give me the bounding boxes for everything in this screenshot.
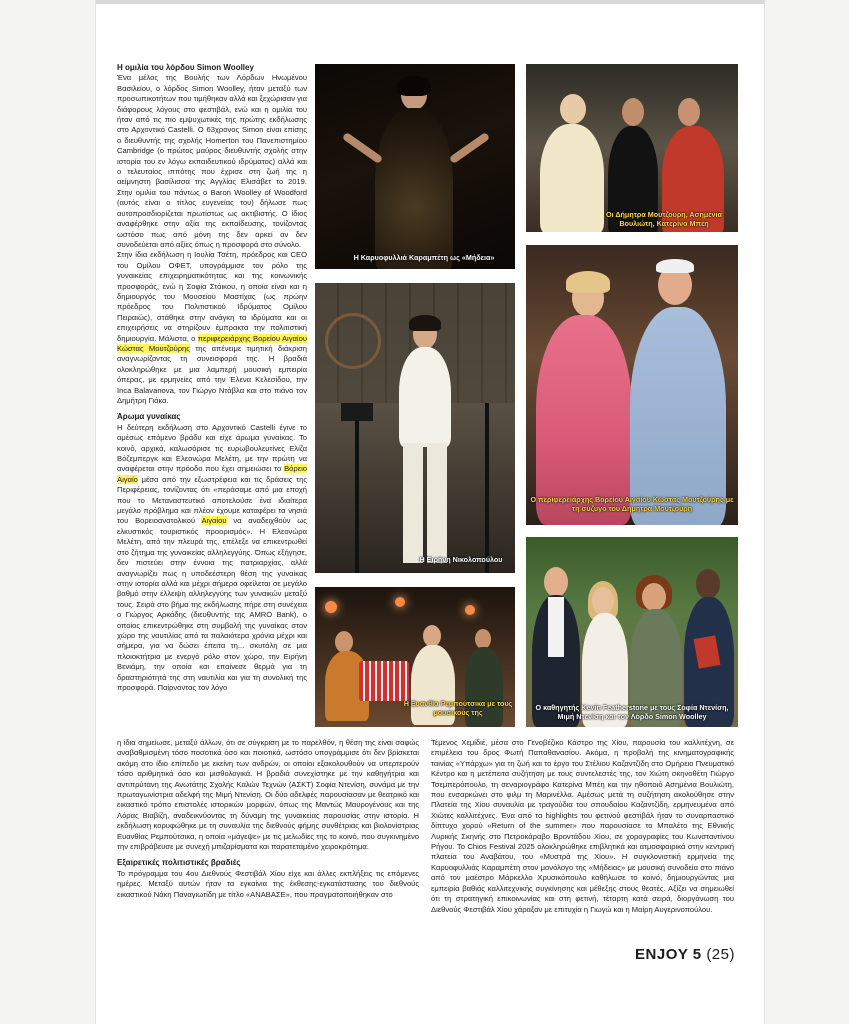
highlighted-text: Αιγαίου — [201, 516, 227, 526]
photo-caption: Η Καρυοφυλλιά Καραμπέτη ως «Μήδεια» — [353, 253, 495, 262]
photo-caption: Ο περιφερειάρχης Βορείου Αιγαίου Κώστας Μουτζούρης με τη σύζυγό του Δήμητρα Μουτζούρη — [530, 495, 734, 513]
highlighted-text: περιφερειάρχης Βορείου Αιγαίου Κώστας Μουτζούρης — [117, 333, 307, 353]
photo-caption: Οι Δήμητρα Μουτζούρη, Ασημένια Βουλιώτη, Κατερίνα Μπέη — [606, 210, 722, 228]
section-heading-woolley: Η ομιλία του λόρδου Simon Woolley — [117, 63, 254, 72]
left-column — [117, 63, 307, 693]
wide-left-column — [117, 738, 419, 900]
paragraph: Το πρόγραμμα του 4ου Διεθνούς Φεστιβάλ Χίου είχε και άλλες εκπλήξεις τις επόμενες ημέρες. Μεταξύ αυτών ήταν τα εγκαίνια της έκθεσης-εγκατάστασης του διεθνούς εικαστικού Νάκη Παναγιωτίδη με τίτλο «ΑΝΑΒΑΣΕ», που πραγματοποιήθηκαν στο — [117, 868, 419, 899]
section-heading-aroma: Άρωμα γυναίκας — [117, 412, 181, 422]
photo-white-suit — [315, 283, 515, 573]
top-rule — [96, 0, 764, 4]
photo-caption: Η Ευανθία Ρεμπούτσικα με τους μουσικούς της — [403, 699, 513, 717]
paragraph: Η δεύτερη εκδήλωση στο Αρχοντικό Castelli έγινε το αμέσως επόμενο βράδυ και είχε άρωμα γυναίκας. Το κοινό, αρχικά, καλωσόρισε τις ευρωβουλευτίνες Ελίζα Βόζεμπεργκ και Ελεονώρα Μελέτη, με την πρώτη να αναφέρεται στην πρόοδο που έχει σημειώσει το Βόρειο Αιγαίο μέσα από την εξωστρέφεια και τις δράσεις της Περιφέρειας, τονίζοντας ότι «περάσαμε από μια εποχή που το Μεταναστευτικό αποτελούσε ένα ιδιαίτερα μεγάλο πρόβλημα και πλέον έχουμε καταφέρει τα νησιά του Βορειοανατολικού Αιγαίου να αναδειχθούν ως ελκυστικός τουριστικός προορισμός». Η Ελεονώρα Μελέτη, από την πλευρά της, επέλεξε να επικεντρωθεί στο ζήτημα της γυναικείας αλληλεγγύης. Όπως εξήγησε, δεν πιστεύει στην έννοια της πατριαρχίας, αλλά αναγνωρίζει πως η υποδεέστερη θέση της γυναίκας στην ιστορία αλλά και μέχρι σήμερα οφείλεται σε μεγάλο βαθμό στην έλλειψη αλληλεγγύης των γυναικών μεταξύ τους. Σειρά στο βήμα της εκδήλωσης πήρε στη συνέχεια ο Γιώργος Αρκάδης (διευθυντής της AMRO Bank), ο οποίος επικεντρώθηκε στη συμβολή της γυναίκας στον χώρο της ναυτιλίας από τα παλαιότερα χρόνια μέχρι και σήμερα, για να δώσει έπειτα τη... σκυτάλη σε μια πλοιοκτήτρια με ενεργό ρόλο στον χώρο, την Ειρήνη Βενιάμη, την οποία και επαίνεσε θερμά για τη δραστηριότητά της στη ναυτιλία και για τη συνολική της προσφορά. Παίρνοντας τον λόγο — [117, 422, 307, 692]
photo-musicians — [315, 587, 515, 727]
photo-medea — [315, 64, 515, 269]
photo-couple — [526, 245, 738, 525]
right-column — [431, 738, 734, 915]
page-footer — [635, 946, 735, 963]
photo-group — [526, 537, 738, 727]
photo-caption: Η Ειρήνη Νικολοπούλου — [419, 555, 503, 564]
paragraph: η ίδια σημείωσε, μεταξύ άλλων, ότι σε σύγκριση με το παρελθόν, η θέση της είναι σαφώς αναβαθμισμένη τόσο ποσοτικά όσο και ποιοτικά, ωστόσο υπογράμμισε ότι δεν βρίσκεται ακόμη στο ίδιο επίπεδο με εκείνη των ανδρών, οι οποίοι εξακολουθούν να υπερτερούν τόσο αριθμητικά όσο και μισθολογικά. Η βραδιά συνεχίστηκε με την καθηγήτρια και αντιπρύτανη της Ανωτάτης Σχολής Καλών Τεχνών (ΑΣΚΤ) Σοφία Ντενίση, συνάμα με την πρωταγωνίστρια αδελφή της Μιμή Ντενίση. Οι δύο αδελφές παρουσίασαν με θεατρικό και εικαστικό τρόπο επιστολές ιστορικών μορφών, όπως της Μαντώς Μαυρογένους και της Λόρας Βιαβίζη, αναδεικνύοντας τη δύναμη της γυναικείας παρουσίας στην ιστορία. Η εκδήλωση κορυφώθηκε με τη συναυλία της διεθνούς φήμης συνθέτριας και βιολονίστριας Ευανθίας Ρεμπούτσικα, η οποία «μάγεψε» με τις μελωδίες της το κοινό, που συγκινημένο την επιβράβευσε με συνεχή μπιζαρίσματα και παρατεταμένο χειροκρότημα. — [117, 738, 419, 852]
section-heading-cultural: Εξαιρετικές πολιτιστικές βραδιές — [117, 858, 241, 868]
magazine-name: ENJOY 5 — [635, 946, 702, 963]
photo-three-women — [526, 64, 738, 232]
paragraph: Τέμενος Χεμίδιέ, μέσα στο Γενοβέζικο Κάστρο της Χίου, παρουσία του καλλιτέχνη, σε επιμέλεια του δρος Φωτή Παπαθανασίου. Ακόμα, η προβολή της κινηματογραφικής ταινίας «Υπάρχω» για τη ζωή και το έργο του Στέλιου Καζαντζίδη στο Ομήρειο Πνευματικό Κέντρο και η μετέπειτα συζήτηση με τους συντελεστές της, τον Χιώτη σκηνοθέτη Γιώργο Τσεμπερόπουλο, τη σεναριογράφο Κατερίνα Μπέη και την ηθοποιό Ασημένια Βουλιώτη, που ενσαρκώνει στο φιλμ τη Μαρινέλλα. Αμέσως μετά τη συζήτηση ακολούθησε στην Πλατεία της Χίου συναυλία με τραγούδια του σπουδαίου Καζαντζίδη, ερμηνευμένα από Χιώτες καλλιτέχνες. Ένα από τα highlights του φετινού φεστιβάλ ήταν το συναρπαστικό δίπτυχο χορού «Return of the summer» που παρουσίασε το Μπαλέτο της Εθνικής Λυρικής Σκηνής στο Πετροκάραβο Βροντάδου Χίου, σε χορογραφίες του Κωνσταντίνου Ρήγου. Το Chios Festival 2025 ολοκληρώθηκε επιβλητικά και ατμοσφαιρικά στην κεντρική πλατεία του Αναβάτου, του «Μυστρά της Χίου». Η συγκλονιστική ερμηνεία της Καρυοφυλλιάς Καραμπέτη στον μονόλογο της «Μήδειας» με μουσική συνοδεία στο πιάνο από τον μαέστρο Μάρκελλο Χρυσικόπουλο καθήλωσε το κοινό, δημιουργώντας μια εμπειρία βαθιάς καλλιτεχνικής συγκίνησης και μέθεξης στους θεατές. Αξίζει να σημειωθεί ότι τη στρατηγική επικοινωνίας και στη φετινή, τέταρτη κατά σειρά, διοργάνωση του Διεθνούς Φεστιβάλ Χίου χάραξαν με επιτυχία η Γιωγώ και η Μαίρη Αυγερινοπούλου. — [431, 738, 734, 914]
highlighted-text: Βόρειο Αιγαίο — [117, 464, 307, 484]
paragraph: Ένα μέλος της Βουλής των Λόρδων Ηνωμένου Βασιλείου, ο λόρδος Simon Woolley, ήταν μεταξύ των προσωπικοτήτων που τιμήθηκαν αλλά και ξεχώρισαν για διάφορους λόγους στο φεστιβάλ, ενώ και η ομιλία του ήταν από τις πιο εμψυχωτικές της πρώτης εκδήλωσης στο Αρχοντικό Castelli. Ο 63χρονος Simon είναι επίσης ο διευθυντής της σχολής Homerton του Πανεπιστημίου Cambridge (ο πρώτος μαύρος διευθυντής σχολής στην ιστορία του εν λόγω εκπαιδευτικού ιδρύματος) αλλά και ο τελευταίος ιππότης που έχρισε στη ζωή της η αείμνηστη βασίλισσα της Αγγλίας Ελισάβετ το 2019. Στην ομιλία του πάντως ο Baron Woolley of Woodford (αυτός είναι ο τίτλος ευγενείας του) δήλωσε πως αυτοπροσδιορίζεται πρωτίστως ως ακτιβιστής. Ο ίδιος αναφέρθηκε στην αξία της εκπαίδευσης, τονίζοντας ωστόσο πως από μόνη της δεν αρκεί αν δεν συνοδεύεται από αξίες όπως η προσφορά στο σύνολο. — [117, 73, 307, 249]
photo-caption: Ο καθηγητής Kevin Featherstone με τους Σοφία Ντενίση, Μιμή Ντενίση και τον Λόρδο Simon Woolley — [535, 703, 729, 721]
paragraph: Στην ίδια εκδήλωση η Ιουλία Τσέτη, πρόεδρος και CEO του Ομίλου ΟΦΕΤ, υπογράμμισε τον ρόλο της γυναικείας επιχειρηματικότητας και της κοινωνικής προσφοράς, ενώ η Σοφία Στάικου, η οποία είναι και η δημιουργός του Μουσείου Μαστίχας (ως πρώην πρόεδρος του Πολιτιστικού Ιδρύματος Ομίλου Πειραιώς), στάθηκε στην ανάγκη τα ιδρύματα και οι επιχειρήσεις να στηρίζουν έμπρακτα την πολιτιστική δημιουργία. Μάλιστα, ο περιφερειάρχης Βορείου Αιγαίου Κώστας Μουτζούρης της απένειμε τιμητική διάκριση αναγνωρίζοντας τη συνεισφορά της. Η βραδιά ολοκληρώθηκε με μια λαμπερή μουσική εμπειρία όπερας, με ερμηνείες από την Έλενα Κελεσίδου, την Inca Balavanova, τον Γιώργο Ντάβλα και στο πιάνο τον Δημήτρη Γιάκα. — [117, 250, 307, 405]
page-number: (25) — [706, 946, 735, 963]
